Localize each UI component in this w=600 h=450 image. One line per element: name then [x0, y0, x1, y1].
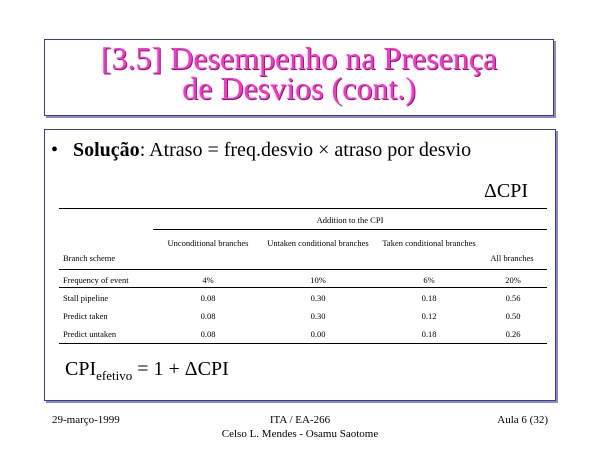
delta-cpi-label: ΔCPI — [484, 180, 528, 202]
table-cell: Stall pipeline — [63, 293, 109, 303]
table-super-header: Addition to the CPI — [316, 215, 384, 225]
table-cell: 0.30 — [310, 311, 326, 321]
bullet-text: : Atraso = freq.desvio × atraso por desvio — [139, 139, 472, 161]
table-row — [59, 288, 547, 305]
cpi-subscript: efetivo — [96, 368, 133, 383]
table-row — [59, 324, 547, 341]
cpi-effective-formula — [65, 358, 229, 384]
bullet-solution — [51, 139, 471, 162]
cpi-table — [59, 208, 547, 344]
table-super-rule — [153, 229, 547, 230]
table-cell: Predict taken — [63, 311, 108, 321]
table-col-header: Untaken conditional branches — [267, 238, 369, 248]
table-cell: 0.50 — [505, 311, 521, 321]
table-cell: 20% — [505, 275, 521, 285]
table-cell: 0.12 — [421, 311, 437, 321]
bullet-bold-label: Solução — [73, 139, 140, 161]
table-cell: 0.00 — [310, 329, 326, 339]
table-cell: 0.18 — [421, 329, 437, 339]
cpi-formula-rest: = 1 + ΔCPI — [132, 358, 229, 380]
slide-content-box — [44, 129, 556, 401]
table-cell: 0.08 — [200, 293, 216, 303]
footer-course-code: ITA / EA-266 — [269, 414, 331, 426]
table-header — [59, 209, 547, 269]
table-cell: 10% — [310, 275, 326, 285]
table-col-header: Taken conditional branches — [382, 238, 476, 248]
table-row — [59, 306, 547, 323]
table-cell: 0.56 — [505, 293, 521, 303]
table-cell: 6% — [423, 275, 435, 285]
table-cell: Predict untaken — [63, 329, 117, 339]
table-cell: 0.18 — [421, 293, 437, 303]
cpi-base-text: CPI — [65, 358, 97, 380]
slide-title-line-1: [3.5] Desempenho na Presença — [100, 40, 498, 76]
table-row — [59, 270, 547, 287]
table-cell: 0.26 — [505, 329, 521, 339]
table-col-header: All branches — [490, 253, 534, 263]
table-cell: 0.08 — [200, 329, 216, 339]
bullet-dot-icon: • — [51, 139, 59, 161]
slide-title-box — [44, 39, 554, 116]
footer-authors: Celso L. Mendes - Osamu Saotome — [221, 428, 379, 440]
table-cell: 0.08 — [200, 311, 216, 321]
table-cell: 4% — [202, 275, 214, 285]
slide-title-line-2: de Desvios (cont.) — [182, 70, 416, 106]
table-col-header: Branch scheme — [63, 253, 116, 263]
table-cell: 0.30 — [310, 293, 326, 303]
footer-page-number: Aula 6 (32) — [497, 414, 548, 426]
table-cell: Frequency of event — [63, 275, 129, 285]
table-col-header: Unconditional branches — [167, 238, 249, 248]
footer-date: 29-março-1999 — [52, 414, 120, 426]
